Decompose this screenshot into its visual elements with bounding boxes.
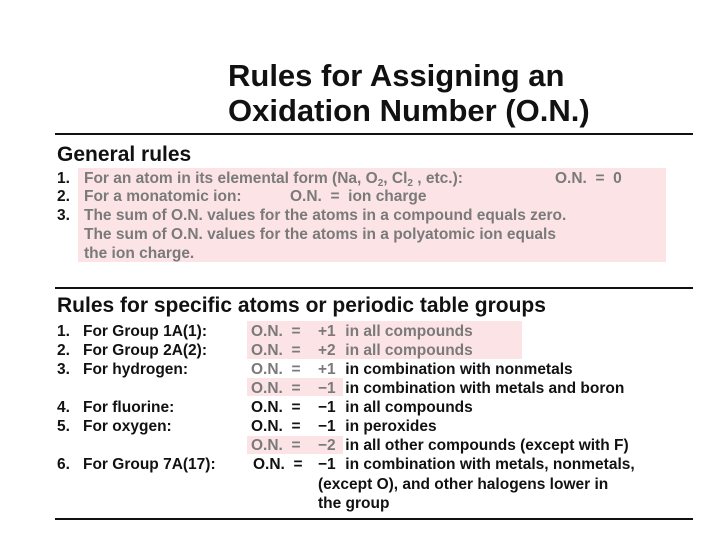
specific-rule-on: O.N. = <box>251 399 301 416</box>
general-rule-3-number: 3. <box>57 207 70 224</box>
page-title <box>228 58 708 128</box>
specific-rule-label: For hydrogen: <box>83 361 189 378</box>
general-rule-1-text: For an atom in its elemental form (Na, $O_2$, $Cl_2$ , etc.): <box>84 170 463 189</box>
page-title-line-1: Rules for Assigning an <box>228 58 565 93</box>
specific-rule-on: O.N. = <box>253 456 303 473</box>
general-rule-2-text: For a monatomic ion: <box>84 188 242 205</box>
specific-rule-on: O.N. = <box>251 418 301 435</box>
general-rule-3-line-1: The sum of O.N. values for the atoms in a compound equals zero. <box>84 207 567 224</box>
specific-rule-value: +2 <box>318 342 336 359</box>
specific-rule-on: O.N. = <box>251 342 301 359</box>
divider-bottom <box>55 518 693 520</box>
specific-rule-label: For fluorine: <box>83 399 175 416</box>
specific-rule-number: 1. <box>57 323 70 340</box>
specific-rule-description: in all compounds <box>341 323 473 340</box>
specific-rule-number: 5. <box>57 418 70 435</box>
general-rule-2 <box>57 188 242 206</box>
specific-rule-description: the group <box>318 495 390 512</box>
specific-rule-value: +1 <box>318 361 336 378</box>
specific-rule-value: −1 <box>318 456 336 473</box>
specific-rule-description: in all compounds <box>341 399 473 416</box>
general-rule-3-line-3: the ion charge. <box>84 245 195 262</box>
specific-rule-number: 6. <box>57 456 70 473</box>
specific-rule-description: in all other compounds (except with F) <box>341 437 629 454</box>
specific-rule-description: (except O), and other halogens lower in <box>318 476 609 493</box>
specific-rule-number: 4. <box>57 399 70 416</box>
general-rule-3 <box>57 207 566 225</box>
specific-rule-number: 3. <box>57 361 70 378</box>
specific-rule-description: in combination with metals and boron <box>341 380 625 397</box>
general-rule-3-line-2: The sum of O.N. values for the atoms in a polyatomic ion equals <box>84 226 556 243</box>
general-rule-1-on: O.N. = 0 <box>555 170 622 187</box>
specific-rule-value: −1 <box>318 380 336 397</box>
specific-rule-label: For Group 1A(1): <box>83 323 207 340</box>
specific-rule-description: in combination with metals, nonmetals, <box>341 456 635 473</box>
specific-rule-value: −1 <box>318 418 336 435</box>
page-title-line-2: Oxidation Number (O.N.) <box>228 93 590 128</box>
specific-rule-label: For Group 7A(17): <box>83 456 216 473</box>
specific-rules-heading: Rules for specific atoms or periodic table groups <box>57 294 546 317</box>
specific-rule-on: O.N. = <box>251 323 301 340</box>
general-rule-2-number: 2. <box>57 188 70 205</box>
specific-rule-value: −1 <box>318 399 336 416</box>
specific-rule-label: For oxygen: <box>83 418 172 435</box>
specific-rule-value: +1 <box>318 323 336 340</box>
specific-rule-on: O.N. = <box>251 380 301 397</box>
specific-rule-label: For Group 2A(2): <box>83 342 207 359</box>
specific-rule-value: −2 <box>318 437 336 454</box>
general-rule-2-on: O.N. = ion charge <box>290 188 427 205</box>
general-rule-1-number: 1. <box>57 170 70 187</box>
divider-middle <box>55 287 693 289</box>
specific-rule-on: O.N. = <box>251 437 301 454</box>
specific-rule-description: in peroxides <box>341 418 437 435</box>
specific-rule-description: in combination with nonmetals <box>341 361 573 378</box>
general-rules-heading: General rules <box>57 143 192 166</box>
specific-rule-description: in all compounds <box>341 342 473 359</box>
specific-rule-on: O.N. = <box>251 361 301 378</box>
specific-rule-number: 2. <box>57 342 70 359</box>
divider-top <box>55 133 693 135</box>
